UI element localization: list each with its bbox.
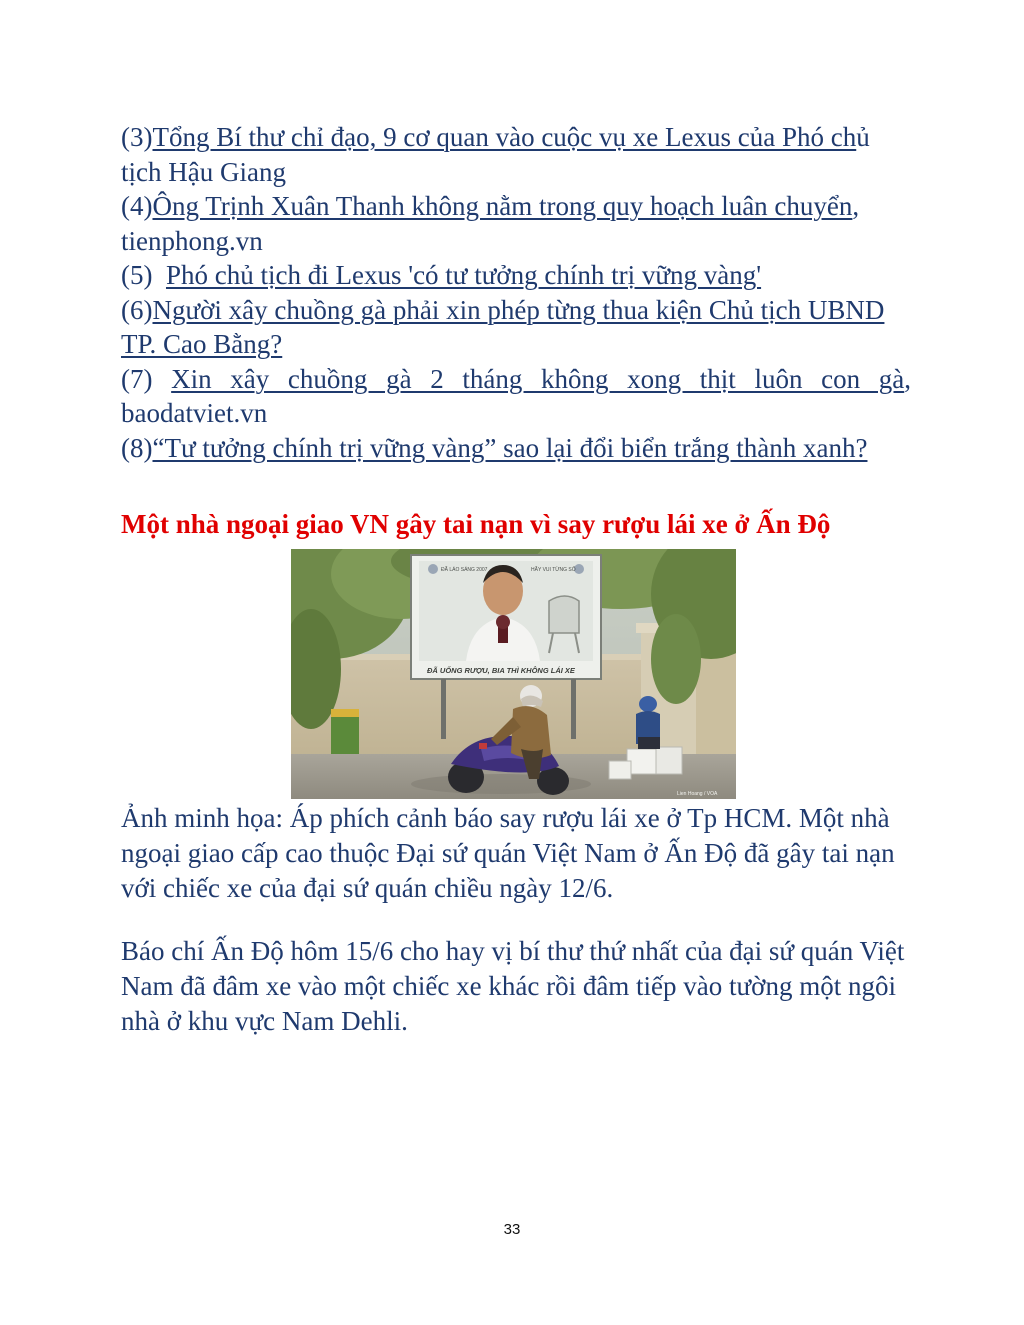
article-paragraph-2: Báo chí Ấn Độ hôm 15/6 cho hay vị bí thư thứ nhất của đại sứ quán Việt Nam đã đâm xe vào một chiếc xe khác rồi đâm tiếp vào tường một ngôi nhà ở khu vực Nam Dehli. xyxy=(121,936,905,1036)
reference-suffix: , baodatviet.vn xyxy=(121,363,911,428)
reference-item-7 xyxy=(121,362,911,431)
reference-item-5 xyxy=(121,258,911,293)
reference-prefix: (6) xyxy=(121,294,153,325)
reference-link-5[interactable]: Phó chủ tịch đi Lexus 'có tư tưởng chính trị vững vàng' xyxy=(165,260,762,290)
reference-item-6 xyxy=(121,293,911,362)
reference-suffix: ủ tịch Hậu Giang xyxy=(121,122,870,187)
reference-prefix: (5) xyxy=(121,260,166,290)
reference-prefix: (4) xyxy=(121,191,153,221)
article-photo xyxy=(291,549,736,799)
reference-link-8[interactable]: “Tư tưởng chính trị vững vàng” sao lại đổi biển trắng thành xanh? xyxy=(152,432,868,463)
document-page xyxy=(121,120,911,1039)
article-paragraph-1: Ảnh minh họa: Áp phích cảnh báo say rượu lái xe ở Tp HCM. Một nhà ngoại giao cấp cao thuộc Đại sứ quán Việt Nam ở Ấn Độ đã gây tai nạn với chiếc xe của đại sứ quán chiều ngày 12/6. xyxy=(121,803,895,903)
reference-list xyxy=(121,120,911,465)
reference-prefix: (7) xyxy=(121,363,172,394)
reference-link-6[interactable]: Người xây chuồng gà phải xin phép từng thua kiện Chủ tịch UBND TP. Cao Bằng? xyxy=(121,294,885,359)
billboard-top-right-text: HÃY VUI TỪNG SỐ xyxy=(531,567,576,573)
reference-link-4[interactable]: Ông Trịnh Xuân Thanh không nằm trong quy hoạch luân chuyển xyxy=(152,191,853,221)
article-heading: Một nhà ngoại giao VN gây tai nạn vì say rượu lái xe ở Ấn Độ xyxy=(121,509,831,539)
reference-prefix: (8) xyxy=(121,432,153,463)
reference-link-7[interactable]: Xin xây chuồng gà 2 tháng không xong thịt luôn con gà xyxy=(171,363,905,394)
billboard-slogan-text: ĐÃ UỐNG RƯỢU, BIA THÌ KHÔNG LÁI XE xyxy=(427,666,575,675)
reference-item-4 xyxy=(121,189,911,258)
reference-link-3[interactable]: Tổng Bí thư chỉ đạo, 9 cơ quan vào cuộc vụ xe Lexus của Phó ch xyxy=(152,122,857,152)
photo-credit: Lien Hoang / VOA xyxy=(677,791,718,797)
reference-item-8 xyxy=(121,431,911,466)
reference-suffix: , tienphong.vn xyxy=(121,191,860,256)
billboard-top-left-text: ĐÃ LÁO SÁNG 2007 xyxy=(441,567,488,573)
reference-prefix: (3) xyxy=(121,122,153,152)
page-number: 33 xyxy=(503,1221,521,1238)
reference-item-3 xyxy=(121,120,911,189)
